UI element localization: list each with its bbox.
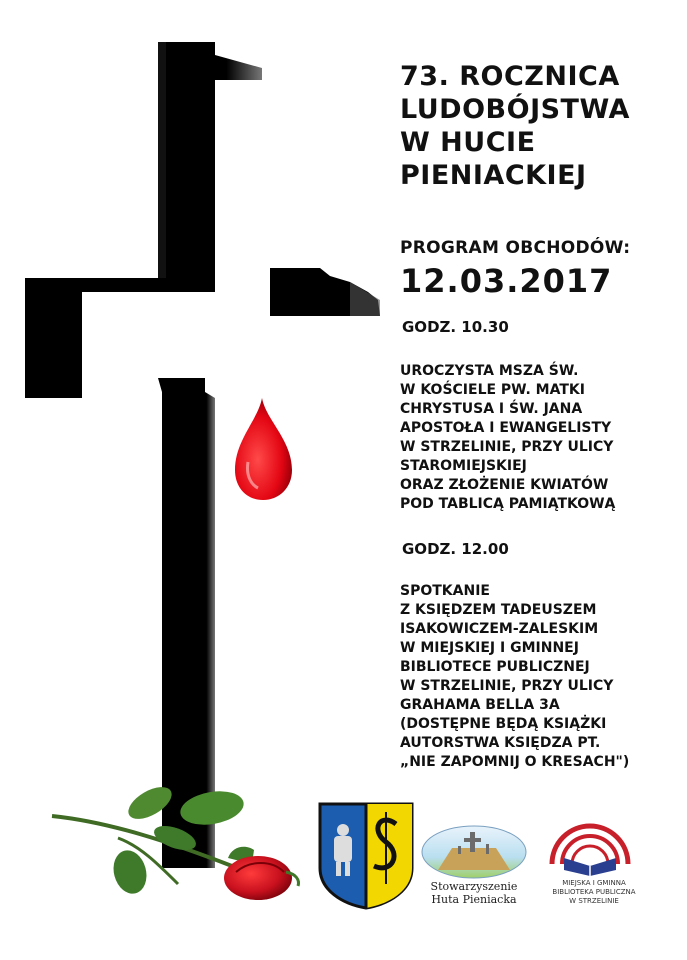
library-logo	[552, 826, 628, 876]
event-line: „NIE ZAPOMNIJ O KRESACH")	[400, 754, 630, 770]
event-line: CHRYSTUSA I ŚW. JANA	[400, 401, 583, 417]
event-line: POD TABLICĄ PAMIĄTKOWĄ	[400, 496, 616, 512]
library-name-line: MIEJSKA I GMINNA	[562, 879, 626, 887]
association-name-line: Huta Pieniacka	[431, 893, 517, 906]
event-time-1: GODZ. 10.30	[402, 318, 509, 336]
event-time-2: GODZ. 12.00	[402, 540, 509, 558]
event-line: W MIEJSKIEJ I GMINNEJ	[400, 640, 579, 656]
blood-drop-icon	[235, 398, 292, 500]
event-line: ISAKOWICZEM-ZALESKIM	[400, 621, 599, 637]
page-title	[400, 60, 630, 192]
event-line: AUTORSTWA KSIĘDZA PT.	[400, 735, 601, 751]
title-line: PIENIACKIEJ	[400, 160, 587, 191]
event-line: W STRZELINIE, PRZY ULICY	[400, 678, 614, 694]
library-name-line: W STRZELINIE	[569, 897, 619, 905]
event-line: Z KSIĘDZEM TADEUSZEM	[400, 602, 597, 618]
title-line: W HUCIE	[400, 127, 536, 158]
event-line: W KOŚCIELE PW. MATKI	[400, 382, 585, 398]
library-name-line: BIBLIOTEKA PUBLICZNA	[552, 888, 636, 896]
event-line: ORAZ ZŁOŻENIE KWIATÓW	[400, 477, 609, 493]
title-line: LUDOBÓJSTWA	[400, 94, 630, 125]
event-line: UROCZYSTA MSZA ŚW.	[400, 363, 579, 379]
broken-cross-right-arm	[270, 268, 380, 316]
association-logo-caption	[418, 880, 530, 906]
association-name-line: Stowarzyszenie	[430, 880, 518, 893]
event-description-1	[400, 362, 615, 514]
event-description-2	[400, 582, 629, 772]
event-line: GRAHAMA BELLA 3A	[400, 697, 560, 713]
event-date: 12.03.2017	[400, 262, 613, 300]
broken-cross-top	[25, 42, 262, 398]
library-logo-caption	[546, 879, 642, 906]
event-line: BIBLIOTECE PUBLICZNEJ	[400, 659, 590, 675]
program-label: PROGRAM OBCHODÓW:	[400, 238, 631, 258]
event-line: SPOTKANIE	[400, 583, 490, 599]
coat-of-arms-logo	[320, 804, 412, 908]
event-line: (DOSTĘPNE BĘDĄ KSIĄŻKI	[400, 716, 607, 732]
event-line: STAROMIEJSKIEJ	[400, 458, 527, 474]
association-logo	[422, 826, 526, 878]
title-line: 73. ROCZNICA	[400, 61, 620, 92]
event-line: APOSTOŁA I EWANGELISTY	[400, 420, 612, 436]
event-line: W STRZELINIE, PRZY ULICY	[400, 439, 614, 455]
